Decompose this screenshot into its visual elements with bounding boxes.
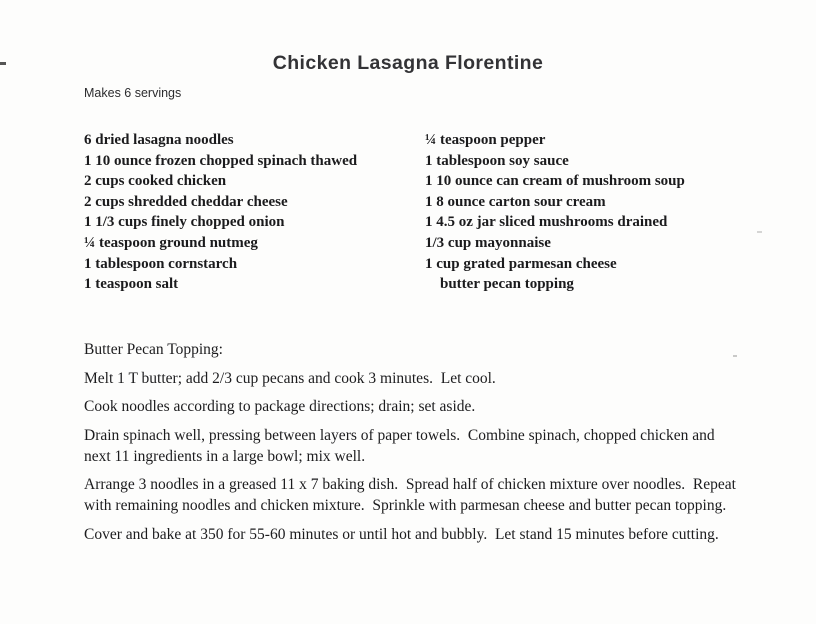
ingredient-item: ¼ teaspoon ground nutmeg	[84, 234, 258, 251]
ingredient-item: 1 tablespoon cornstarch	[84, 255, 238, 272]
ingredient-item: 1/3 cup mayonnaise	[425, 234, 551, 251]
ingredient-item: 1 teaspoon salt	[84, 276, 179, 293]
ingredient-item: 2 cups shredded cheddar cheese	[84, 193, 288, 210]
scan-artifact	[757, 231, 762, 233]
scan-artifact	[733, 355, 737, 357]
instructions-section	[84, 339, 740, 552]
ingredient-item: 1 4.5 oz jar sliced mushrooms drained	[425, 214, 668, 231]
recipe-title: Chicken Lasagna Florentine	[272, 52, 544, 74]
instruction-paragraph: Cook noodles according to package directions; drain; set aside.	[84, 398, 476, 415]
ingredient-item: 1 tablespoon soy sauce	[425, 152, 569, 169]
servings-note: Makes 6 servings	[84, 86, 182, 100]
ingredient-item: 6 dried lasagna noodles	[84, 132, 234, 148]
instruction-paragraph: Butter Pecan Topping:	[84, 341, 223, 358]
ingredients-column-left	[84, 130, 425, 295]
ingredient-item: ¼ teaspoon pepper	[425, 132, 546, 148]
ingredient-item: 1 10 ounce can cream of mushroom soup	[425, 173, 685, 190]
instruction-paragraph: Arrange 3 noodles in a greased 11 x 7 baking dish. Spread half of chicken mixture over noodles. Repeat with remaining noodles and chicken mixture. Sprinkle with parmesan cheese and butter pecan topping.	[84, 476, 740, 514]
ingredients-column-right	[425, 130, 774, 295]
scan-artifact	[0, 62, 6, 65]
ingredient-item: 2 cups cooked chicken	[84, 173, 227, 190]
ingredient-item: 1 1/3 cups finely chopped onion	[84, 214, 285, 231]
instruction-paragraph: Drain spinach well, pressing between layers of paper towels. Combine spinach, chopped chicken and next 11 ingredients in a large bowl; mix well.	[84, 426, 719, 465]
instruction-paragraph: Melt 1 T butter; add 2/3 cup pecans and cook 3 minutes. Let cool.	[84, 369, 496, 387]
ingredient-item: 1 8 ounce carton sour cream	[425, 193, 606, 210]
ingredient-item: 1 cup grated parmesan cheese	[425, 255, 617, 272]
ingredient-item: 1 10 ounce frozen chopped spinach thawed	[84, 152, 358, 169]
ingredients-section	[84, 130, 774, 295]
instruction-paragraph: Cover and bake at 350 for 55-60 minutes or until hot and bubbly. Let stand 15 minutes before cutting.	[84, 525, 719, 543]
ingredient-item: butter pecan topping	[440, 276, 574, 293]
